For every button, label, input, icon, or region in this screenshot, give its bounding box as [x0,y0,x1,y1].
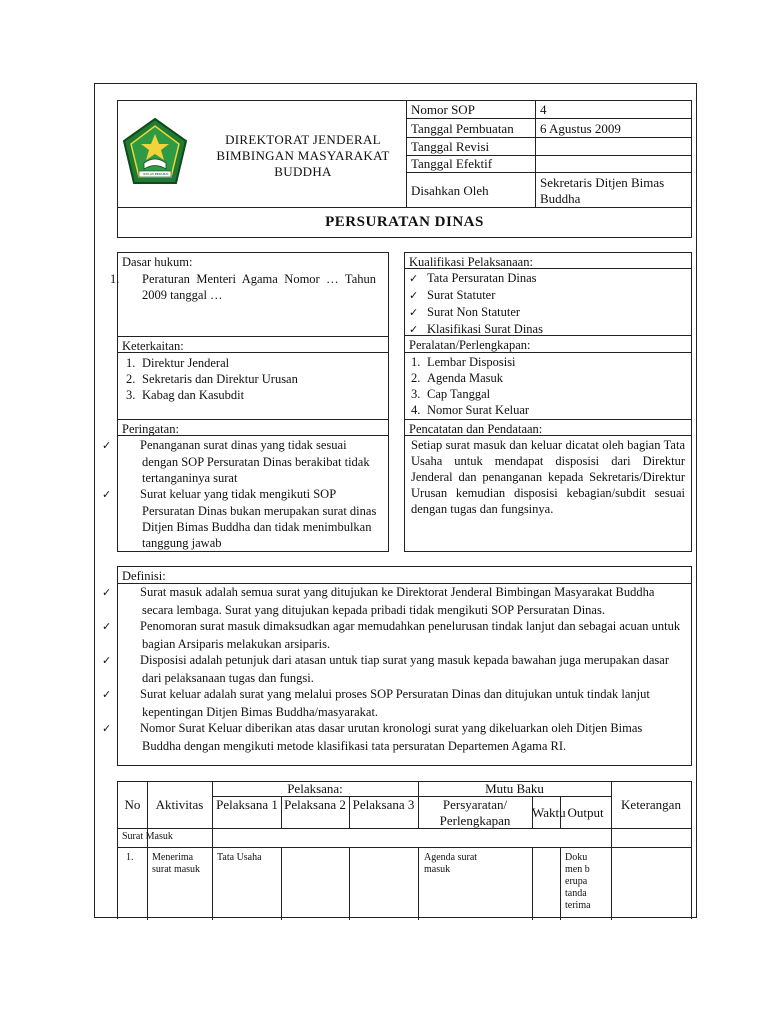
cell-no: 1. [126,852,134,863]
cell-output: Dokumen berupa tanda terima [565,852,591,911]
keterkaitan-title: Keterkaitan: [122,339,184,353]
definisi-title: Definisi: [122,569,166,583]
info-label: Tanggal Revisi [411,139,490,154]
list-item [126,387,388,403]
list-item [409,287,691,304]
item-text: Disposisi adalah petunjuk dari atasan untuk tiap surat yang masuk kepada bawahan juga merupakan dasar dari pelaksanaan tugas dan fungsi. [140,653,670,685]
list-item [110,271,376,303]
info-label: Tanggal Efektif [411,156,493,171]
kualifikasi-list [405,268,691,338]
header-pelaksana: Pelaksana: [287,781,343,796]
org-line-3: BUDDHA [274,164,332,179]
check-icon: ✓ [409,272,419,285]
item-text: Klasifikasi Surat Dinas [427,322,543,336]
info-row [407,101,692,119]
header-keterangan: Keterangan [621,797,681,812]
info-row [407,156,692,173]
kualifikasi-box [404,252,692,336]
header-pelaksana-1: Pelaksana 1 [216,797,278,812]
header-waktu: Waktu [532,805,566,820]
document-title: PERSURATAN DINAS [118,207,691,237]
item-number: 3. [411,387,421,401]
peralatan-box [404,335,692,420]
item-number: 1. [110,272,120,286]
item-text: Surat Statuter [427,288,496,302]
item-text: Direktur Jenderal [142,356,230,370]
list-item [102,720,683,754]
item-number: 4. [411,403,421,417]
definisi-list [102,583,691,754]
info-value [535,156,692,172]
check-icon: ✓ [409,323,419,336]
list-item [102,584,683,618]
header-mutu-baku: Mutu Baku [485,781,544,796]
section-label: Surat Masuk [122,831,173,842]
header-box [117,100,692,230]
item-text: Tata Persuratan Dinas [427,271,537,285]
info-row [407,138,692,156]
item-number: 2. [411,371,421,385]
list-item [409,304,691,321]
list-item [126,355,388,371]
pencatatan-text: Setiap surat masuk dan keluar dicatat oleh bagian Tata Usaha untuk mendapat disposisi dari Direktur Jenderal dan penanganan kepada Sekretaris/Direktur Urusan kemudian disposisi kebagian/subdit sesuai dengan tugas dan fungsinya. [405,435,691,517]
list-item [102,686,683,720]
pencatatan-title: Pencatatan dan Pendataan: [409,422,543,436]
peralatan-title: Peralatan/Perlengkapan: [409,338,531,352]
item-text: Surat masuk adalah semua surat yang ditujukan ke Direktorat Jenderal Bimbingan Masyarakat Buddha secara lembaga. Surat yang ditujukan kepada pribadi tidak mengikuti SOP Persuratan Dinas. [140,585,655,617]
item-text: Peraturan Menteri Agama Nomor … Tahun 2009 tanggal … [142,272,376,302]
check-icon: ✓ [102,439,112,452]
list-item [411,386,691,402]
kualifikasi-title: Kualifikasi Pelaksanaan: [409,255,533,269]
info-row [407,119,692,138]
info-label: Tanggal Pembuatan [411,121,514,136]
check-icon: ✓ [102,620,112,633]
check-icon: ✓ [409,306,419,319]
list-item [411,354,691,370]
info-label: Nomor SOP [411,102,475,117]
check-icon: ✓ [102,488,112,501]
item-text: Nomor Surat Keluar [427,403,530,417]
kemenag-logo [122,117,188,187]
cell-pelaksana-1: Tata Usaha [217,852,262,863]
cell-persyaratan: Agenda surat masuk [424,852,478,875]
item-number: 3. [126,388,136,402]
header-pelaksana-2: Pelaksana 2 [284,797,346,812]
info-row [407,173,692,207]
org-line-2: BIMBINGAN MASYARAKAT [216,148,390,163]
procedure-table [117,781,692,919]
org-name [200,132,406,180]
list-item [409,270,691,287]
title-box [117,206,692,238]
header-aktivitas: Aktivitas [155,797,204,812]
pencatatan-box [404,419,692,552]
dasar-hukum-title: Dasar hukum: [122,255,193,269]
header-no: No [124,797,141,812]
header-output: Output [567,805,604,820]
item-number: 1. [126,356,136,370]
check-icon: ✓ [102,722,112,735]
col-divider [532,848,533,920]
keterkaitan-list [118,352,388,403]
col-divider [418,848,419,920]
info-value: 4 [535,101,692,118]
item-text: Penanganan surat dinas yang tidak sesuai dengan SOP Persuratan Dinas berakibat tidak tertanganinya surat [140,438,370,485]
list-item [411,370,691,386]
item-text: Penomoran surat masuk dimaksudkan agar memudahkan penelurusan tindak lanjut dan sebagai acuan untuk bagian Arsiparis melakukan arsiparis. [140,619,681,651]
item-text: Sekretaris dan Direktur Urusan [142,372,298,386]
item-text: Agenda Masuk [427,371,504,385]
list-item [102,437,382,486]
item-text: Lembar Disposisi [427,355,516,369]
info-label: Disahkan Oleh [411,183,489,198]
sop-info-table [406,101,692,207]
item-text: Surat Non Statuter [427,305,521,319]
item-text: Surat keluar adalah surat yang melalui proses SOP Persuratan Dinas dan ditujukan untuk tindak lanjut kepentingan Ditjen Bimas Buddha/masyarakat. [140,687,650,719]
peralatan-list [405,352,691,418]
peringatan-list [102,435,388,551]
peringatan-title: Peringatan: [122,422,179,436]
header-pelaksana-3: Pelaksana 3 [352,797,415,812]
info-value: Sekretaris Ditjen Bimas Buddha [535,173,692,207]
list-item [102,618,683,652]
logo-caption: IKHLAS BERAMAL [142,172,170,176]
info-value [535,138,692,155]
item-number: 2. [126,372,136,386]
list-item [102,486,382,551]
item-text: Cap Tanggal [427,387,491,401]
check-icon: ✓ [409,289,419,302]
list-item [411,402,691,418]
list-item [102,652,683,686]
keterkaitan-box [117,336,389,420]
dasar-hukum-box [110,252,389,337]
definisi-box [102,566,692,766]
check-icon: ✓ [102,688,112,701]
header-persyaratan: Persyaratan/ Perlengkapan [439,797,511,828]
check-icon: ✓ [102,654,112,667]
org-line-1: DIREKTORAT JENDERAL [225,132,381,147]
sop-document [94,83,697,918]
list-item [126,371,388,387]
col-divider [560,848,561,920]
peringatan-box [102,419,389,552]
item-number: 1. [411,355,421,369]
info-value: 6 Agustus 2009 [535,119,692,137]
item-text: Kabag dan Kasubdit [142,388,245,402]
item-text: Nomor Surat Keluar diberikan atas dasar urutan kronologi surat yang dikeluarkan oleh Ditjen Bimas Buddha dengan mengikuti metode klasifikasi tata persuratan Departemen Agama RI. [140,721,643,753]
check-icon: ✓ [102,586,112,599]
item-text: Surat keluar yang tidak mengikuti SOP Persuratan Dinas bukan merupakan surat dinas Ditjen Bimas Buddha dan tidak menimbulkan tanggung jawab [140,487,377,550]
cell-aktivitas: Menerima surat masuk [152,852,201,875]
col-divider [281,848,282,920]
col-divider [349,848,350,920]
